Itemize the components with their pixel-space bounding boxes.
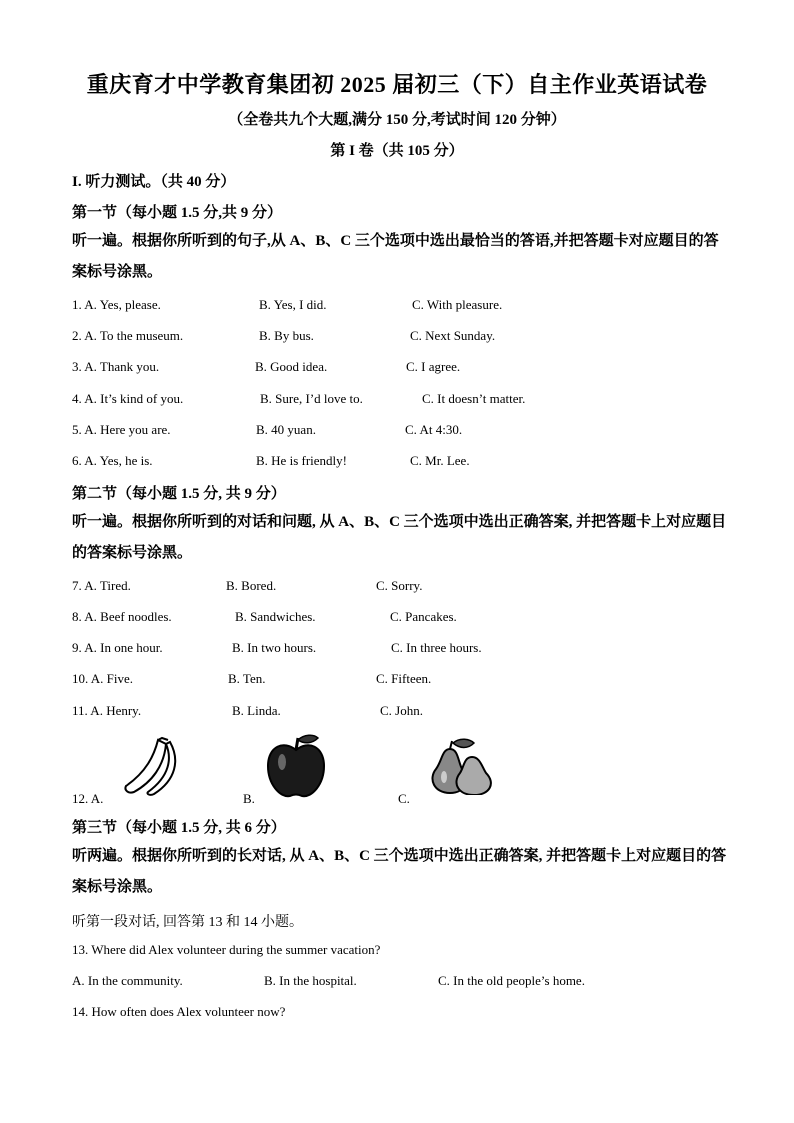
option-c: C. I agree. — [406, 359, 461, 374]
option-b: B. Linda. — [232, 703, 281, 718]
section-heading: I. 听力测试。（共 40 分） — [72, 174, 236, 190]
option-b: B. 40 yuan. — [256, 422, 316, 437]
option-a: 10. A. Five. — [72, 671, 134, 686]
option-b: B. In two hours. — [232, 640, 317, 655]
option-b: B. By bus. — [259, 328, 314, 343]
option-b: B. Ten. — [228, 671, 266, 686]
option-a: 4. A. It’s kind of you. — [72, 391, 184, 406]
option-c: C. With pleasure. — [412, 297, 503, 312]
part2-heading: 第二节（每小题 1.5 分, 共 9 分） — [72, 486, 286, 502]
part1-heading: 第一节（每小题 1.5 分,共 9 分） — [72, 205, 283, 221]
part2-instruction: 听一遍。根据你所听到的对话和问题, 从 A、B、C 三个选项中选出正确答案, 并把答题卡上对应题目的答案标号涂黑。 — [72, 514, 727, 561]
option-a: 3. A. Thank you. — [72, 359, 160, 374]
option-b: B. Good idea. — [255, 359, 328, 374]
part1-instruction: 听一遍。根据你所听到的句子,从 A、B、C 三个选项中选出最恰当的答语,并把答题卡对应题目的答案标号涂黑。 — [72, 233, 719, 280]
option-b: B. Sandwiches. — [235, 609, 316, 624]
exam-title: 重庆育才中学教育集团初 2025 届初三（下）自主作业英语试卷 — [86, 72, 708, 97]
option-a: 8. A. Beef noodles. — [72, 609, 172, 624]
option-a: 1. A. Yes, please. — [72, 297, 161, 312]
option-c: C. Sorry. — [376, 578, 423, 593]
option-b: B. Sure, I’d love to. — [260, 391, 363, 406]
part3-heading: 第三节（每小题 1.5 分, 共 6 分） — [72, 820, 286, 836]
q12-option-c: C. — [398, 791, 410, 806]
part3-instruction: 听两遍。根据你所听到的长对话, 从 A、B、C 三个选项中选出正确答案, 并把答题卡上对应题目的答案标号涂黑。 — [72, 848, 727, 895]
option-a: 7. A. Tired. — [72, 578, 131, 593]
option-b: B. Bored. — [226, 578, 277, 593]
q13-question: 13. Where did Alex volunteer during the summer vacation? — [72, 942, 381, 957]
option-b: B. Yes, I did. — [259, 297, 327, 312]
option-c: C. At 4:30. — [405, 422, 463, 437]
option-b: B. He is friendly! — [256, 453, 347, 468]
option-a: 11. A. Henry. — [72, 703, 142, 718]
option-c: C. John. — [380, 703, 423, 718]
option-c: C. In three hours. — [391, 640, 482, 655]
option-b: B. In the hospital. — [264, 973, 357, 988]
option-a: 5. A. Here you are. — [72, 422, 171, 437]
option-a: 6. A. Yes, he is. — [72, 453, 153, 468]
option-c: C. It doesn’t matter. — [422, 391, 526, 406]
apple-icon — [264, 732, 328, 800]
option-a: 9. A. In one hour. — [72, 640, 163, 655]
q12-option-a: 12. A. — [72, 791, 104, 806]
dialogue-note: 听第一段对话, 回答第 13 和 14 小题。 — [72, 915, 303, 930]
option-c: C. Fifteen. — [376, 671, 432, 686]
option-a: A. In the community. — [72, 973, 183, 988]
option-c: C. In the old people’s home. — [438, 973, 585, 988]
option-a: 2. A. To the museum. — [72, 328, 184, 343]
paper-part-heading: 第 I 卷（共 105 分） — [330, 143, 464, 159]
option-c: C. Next Sunday. — [410, 328, 496, 343]
banana-icon — [118, 736, 182, 796]
q14-question: 14. How often does Alex volunteer now? — [72, 1004, 286, 1019]
exam-subtitle: （全卷共九个大题,满分 150 分,考试时间 120 分钟） — [228, 112, 566, 128]
option-c: C. Mr. Lee. — [410, 453, 470, 468]
q12-option-b: B. — [243, 791, 255, 806]
pear-icon — [426, 737, 496, 795]
option-c: C. Pancakes. — [390, 609, 457, 624]
